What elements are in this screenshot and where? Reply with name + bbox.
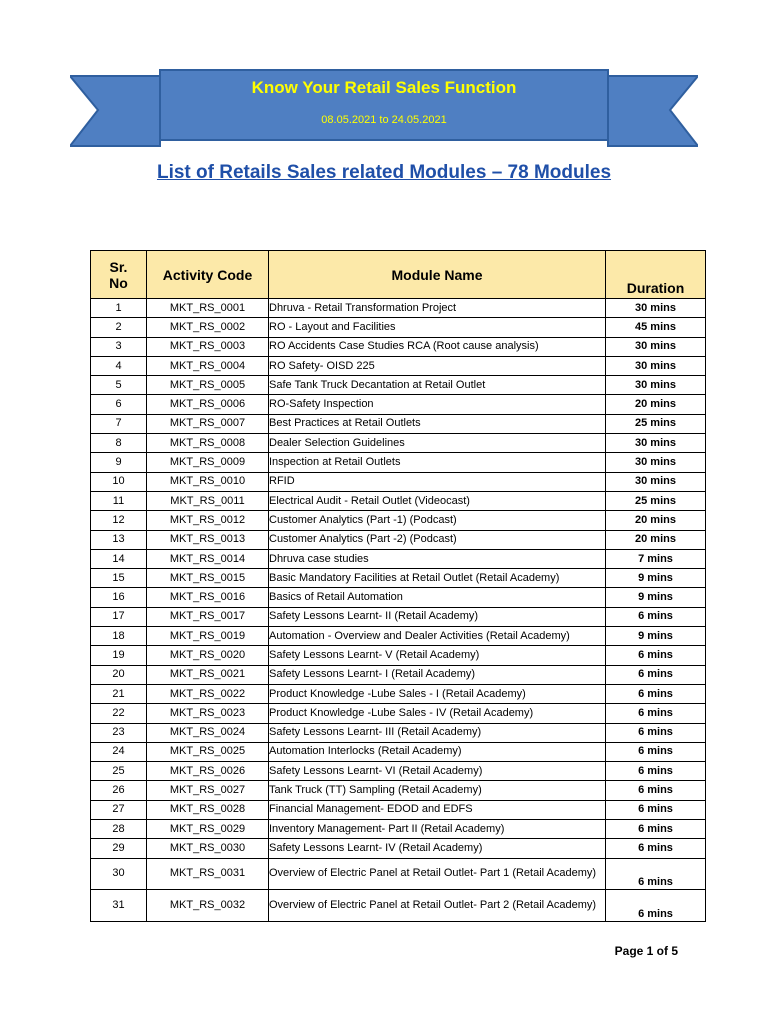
module-name-cell: Safety Lessons Learnt- III (Retail Academy) <box>269 723 606 742</box>
duration-cell: 9 mins <box>606 569 706 588</box>
table-row <box>91 704 706 723</box>
page-heading-text: List of Retails Sales related Modules – 78 Modules <box>156 162 612 183</box>
module-name-cell: Dhruva case studies <box>269 549 606 568</box>
header-module-name: Module Name <box>269 251 606 299</box>
activity-code-cell: MKT_RS_0032 <box>147 890 269 922</box>
duration-cell: 9 mins <box>606 588 706 607</box>
table-row <box>91 742 706 761</box>
duration-cell: 6 mins <box>606 858 706 890</box>
duration-cell: 6 mins <box>606 762 706 781</box>
duration-cell: 7 mins <box>606 549 706 568</box>
sr-no-cell: 4 <box>91 356 147 375</box>
table-row <box>91 588 706 607</box>
activity-code-cell: MKT_RS_0024 <box>147 723 269 742</box>
sr-no-cell: 29 <box>91 839 147 858</box>
module-name-cell: Safety Lessons Learnt- II (Retail Academy) <box>269 607 606 626</box>
table-row <box>91 569 706 588</box>
activity-code-cell: MKT_RS_0011 <box>147 491 269 510</box>
activity-code-cell: MKT_RS_0031 <box>147 858 269 890</box>
module-name-cell: Dealer Selection Guidelines <box>269 434 606 453</box>
activity-code-cell: MKT_RS_0016 <box>147 588 269 607</box>
table-row <box>91 627 706 646</box>
module-name-cell: RO - Layout and Facilities <box>269 318 606 337</box>
activity-code-cell: MKT_RS_0010 <box>147 472 269 491</box>
sr-no-cell: 14 <box>91 549 147 568</box>
table-row <box>91 299 706 318</box>
module-name-cell: Product Knowledge -Lube Sales - I (Retail Academy) <box>269 684 606 703</box>
duration-cell: 6 mins <box>606 742 706 761</box>
table-row <box>91 858 706 890</box>
table-row <box>91 607 706 626</box>
sr-no-cell: 2 <box>91 318 147 337</box>
sr-no-cell: 9 <box>91 453 147 472</box>
table-row <box>91 839 706 858</box>
module-name-cell: Automation - Overview and Dealer Activities (Retail Academy) <box>269 627 606 646</box>
activity-code-cell: MKT_RS_0003 <box>147 337 269 356</box>
sr-no-cell: 22 <box>91 704 147 723</box>
duration-cell: 6 mins <box>606 607 706 626</box>
module-name-cell: Inventory Management- Part II (Retail Academy) <box>269 820 606 839</box>
duration-cell: 6 mins <box>606 890 706 922</box>
duration-cell: 30 mins <box>606 337 706 356</box>
header-duration: Duration <box>606 251 706 299</box>
sr-no-cell: 21 <box>91 684 147 703</box>
module-name-cell: Best Practices at Retail Outlets <box>269 414 606 433</box>
module-name-cell: Automation Interlocks (Retail Academy) <box>269 742 606 761</box>
activity-code-cell: MKT_RS_0020 <box>147 646 269 665</box>
module-name-cell: Dhruva - Retail Transformation Project <box>269 299 606 318</box>
module-name-cell: Safety Lessons Learnt- V (Retail Academy) <box>269 646 606 665</box>
table-row <box>91 665 706 684</box>
duration-cell: 6 mins <box>606 646 706 665</box>
table-row <box>91 762 706 781</box>
duration-cell: 20 mins <box>606 530 706 549</box>
sr-no-cell: 17 <box>91 607 147 626</box>
module-name-cell: Safety Lessons Learnt- VI (Retail Academy) <box>269 762 606 781</box>
table-row <box>91 395 706 414</box>
duration-cell: 6 mins <box>606 800 706 819</box>
module-name-cell: Overview of Electric Panel at Retail Outlet- Part 1 (Retail Academy) <box>269 858 606 890</box>
duration-cell: 30 mins <box>606 453 706 472</box>
module-name-cell: Product Knowledge -Lube Sales - IV (Retail Academy) <box>269 704 606 723</box>
duration-cell: 45 mins <box>606 318 706 337</box>
module-name-cell: Safety Lessons Learnt- IV (Retail Academy) <box>269 839 606 858</box>
module-name-cell: RFID <box>269 472 606 491</box>
module-name-cell: Safety Lessons Learnt- I (Retail Academy) <box>269 665 606 684</box>
activity-code-cell: MKT_RS_0017 <box>147 607 269 626</box>
duration-cell: 30 mins <box>606 376 706 395</box>
duration-cell: 9 mins <box>606 627 706 646</box>
activity-code-cell: MKT_RS_0029 <box>147 820 269 839</box>
module-name-cell: Overview of Electric Panel at Retail Outlet- Part 2 (Retail Academy) <box>269 890 606 922</box>
duration-cell: 30 mins <box>606 472 706 491</box>
duration-cell: 30 mins <box>606 434 706 453</box>
sr-no-cell: 12 <box>91 511 147 530</box>
table-body <box>91 299 706 922</box>
module-name-cell: Customer Analytics (Part -1) (Podcast) <box>269 511 606 530</box>
sr-no-cell: 6 <box>91 395 147 414</box>
activity-code-cell: MKT_RS_0025 <box>147 742 269 761</box>
table-row <box>91 890 706 922</box>
duration-cell: 6 mins <box>606 665 706 684</box>
table-row <box>91 356 706 375</box>
activity-code-cell: MKT_RS_0014 <box>147 549 269 568</box>
table-row <box>91 530 706 549</box>
duration-cell: 6 mins <box>606 723 706 742</box>
module-name-cell: RO Safety- OISD 225 <box>269 356 606 375</box>
sr-no-cell: 20 <box>91 665 147 684</box>
page-heading <box>0 162 768 184</box>
modules-table <box>90 250 706 922</box>
activity-code-cell: MKT_RS_0019 <box>147 627 269 646</box>
activity-code-cell: MKT_RS_0008 <box>147 434 269 453</box>
table-row <box>91 453 706 472</box>
table-row <box>91 491 706 510</box>
module-name-cell: Tank Truck (TT) Sampling (Retail Academy) <box>269 781 606 800</box>
sr-no-cell: 28 <box>91 820 147 839</box>
table-row <box>91 723 706 742</box>
table-row <box>91 318 706 337</box>
table-row <box>91 781 706 800</box>
module-name-cell: Basics of Retail Automation <box>269 588 606 607</box>
module-name-cell: Financial Management- EDOD and EDFS <box>269 800 606 819</box>
banner-title: Know Your Retail Sales Function <box>251 78 517 97</box>
page-number: Page 1 of 5 <box>614 944 678 958</box>
banner-date-range: 08.05.2021 to 24.05.2021 <box>321 114 447 126</box>
table-row <box>91 800 706 819</box>
table-row <box>91 376 706 395</box>
module-name-cell: Electrical Audit - Retail Outlet (Videocast) <box>269 491 606 510</box>
module-name-cell: RO-Safety Inspection <box>269 395 606 414</box>
duration-cell: 30 mins <box>606 299 706 318</box>
activity-code-cell: MKT_RS_0022 <box>147 684 269 703</box>
activity-code-cell: MKT_RS_0026 <box>147 762 269 781</box>
module-name-cell: Safe Tank Truck Decantation at Retail Outlet <box>269 376 606 395</box>
activity-code-cell: MKT_RS_0030 <box>147 839 269 858</box>
sr-no-cell: 27 <box>91 800 147 819</box>
sr-no-cell: 25 <box>91 762 147 781</box>
sr-no-cell: 15 <box>91 569 147 588</box>
activity-code-cell: MKT_RS_0002 <box>147 318 269 337</box>
table-row <box>91 646 706 665</box>
sr-no-cell: 5 <box>91 376 147 395</box>
activity-code-cell: MKT_RS_0005 <box>147 376 269 395</box>
sr-no-cell: 31 <box>91 890 147 922</box>
activity-code-cell: MKT_RS_0015 <box>147 569 269 588</box>
title-banner <box>70 66 698 150</box>
activity-code-cell: MKT_RS_0009 <box>147 453 269 472</box>
header-sr-line1: Sr. <box>109 258 128 275</box>
activity-code-cell: MKT_RS_0001 <box>147 299 269 318</box>
activity-code-cell: MKT_RS_0027 <box>147 781 269 800</box>
activity-code-cell: MKT_RS_0012 <box>147 511 269 530</box>
duration-cell: 6 mins <box>606 704 706 723</box>
module-name-cell: Inspection at Retail Outlets <box>269 453 606 472</box>
table-row <box>91 472 706 491</box>
sr-no-cell: 24 <box>91 742 147 761</box>
header-sr-line2: No <box>109 274 128 291</box>
duration-cell: 6 mins <box>606 820 706 839</box>
table-row <box>91 337 706 356</box>
table-row <box>91 684 706 703</box>
activity-code-cell: MKT_RS_0007 <box>147 414 269 433</box>
activity-code-cell: MKT_RS_0028 <box>147 800 269 819</box>
sr-no-cell: 3 <box>91 337 147 356</box>
sr-no-cell: 19 <box>91 646 147 665</box>
activity-code-cell: MKT_RS_0006 <box>147 395 269 414</box>
sr-no-cell: 11 <box>91 491 147 510</box>
activity-code-cell: MKT_RS_0004 <box>147 356 269 375</box>
header-activity-code: Activity Code <box>147 251 269 299</box>
sr-no-cell: 30 <box>91 858 147 890</box>
sr-no-cell: 16 <box>91 588 147 607</box>
table-row <box>91 414 706 433</box>
duration-cell: 20 mins <box>606 511 706 530</box>
module-name-cell: RO Accidents Case Studies RCA (Root cause analysis) <box>269 337 606 356</box>
table-row <box>91 511 706 530</box>
activity-code-cell: MKT_RS_0023 <box>147 704 269 723</box>
module-name-cell: Customer Analytics (Part -2) (Podcast) <box>269 530 606 549</box>
sr-no-cell: 23 <box>91 723 147 742</box>
duration-cell: 20 mins <box>606 395 706 414</box>
activity-code-cell: MKT_RS_0021 <box>147 665 269 684</box>
sr-no-cell: 18 <box>91 627 147 646</box>
duration-cell: 25 mins <box>606 491 706 510</box>
table-row <box>91 820 706 839</box>
header-sr-no <box>91 251 147 299</box>
table-row <box>91 549 706 568</box>
sr-no-cell: 8 <box>91 434 147 453</box>
duration-cell: 30 mins <box>606 356 706 375</box>
duration-cell: 6 mins <box>606 684 706 703</box>
duration-cell: 6 mins <box>606 781 706 800</box>
activity-code-cell: MKT_RS_0013 <box>147 530 269 549</box>
table-row <box>91 434 706 453</box>
table-header-row <box>91 251 706 299</box>
module-name-cell: Basic Mandatory Facilities at Retail Outlet (Retail Academy) <box>269 569 606 588</box>
duration-cell: 25 mins <box>606 414 706 433</box>
sr-no-cell: 1 <box>91 299 147 318</box>
duration-cell: 6 mins <box>606 839 706 858</box>
sr-no-cell: 10 <box>91 472 147 491</box>
sr-no-cell: 13 <box>91 530 147 549</box>
sr-no-cell: 26 <box>91 781 147 800</box>
sr-no-cell: 7 <box>91 414 147 433</box>
